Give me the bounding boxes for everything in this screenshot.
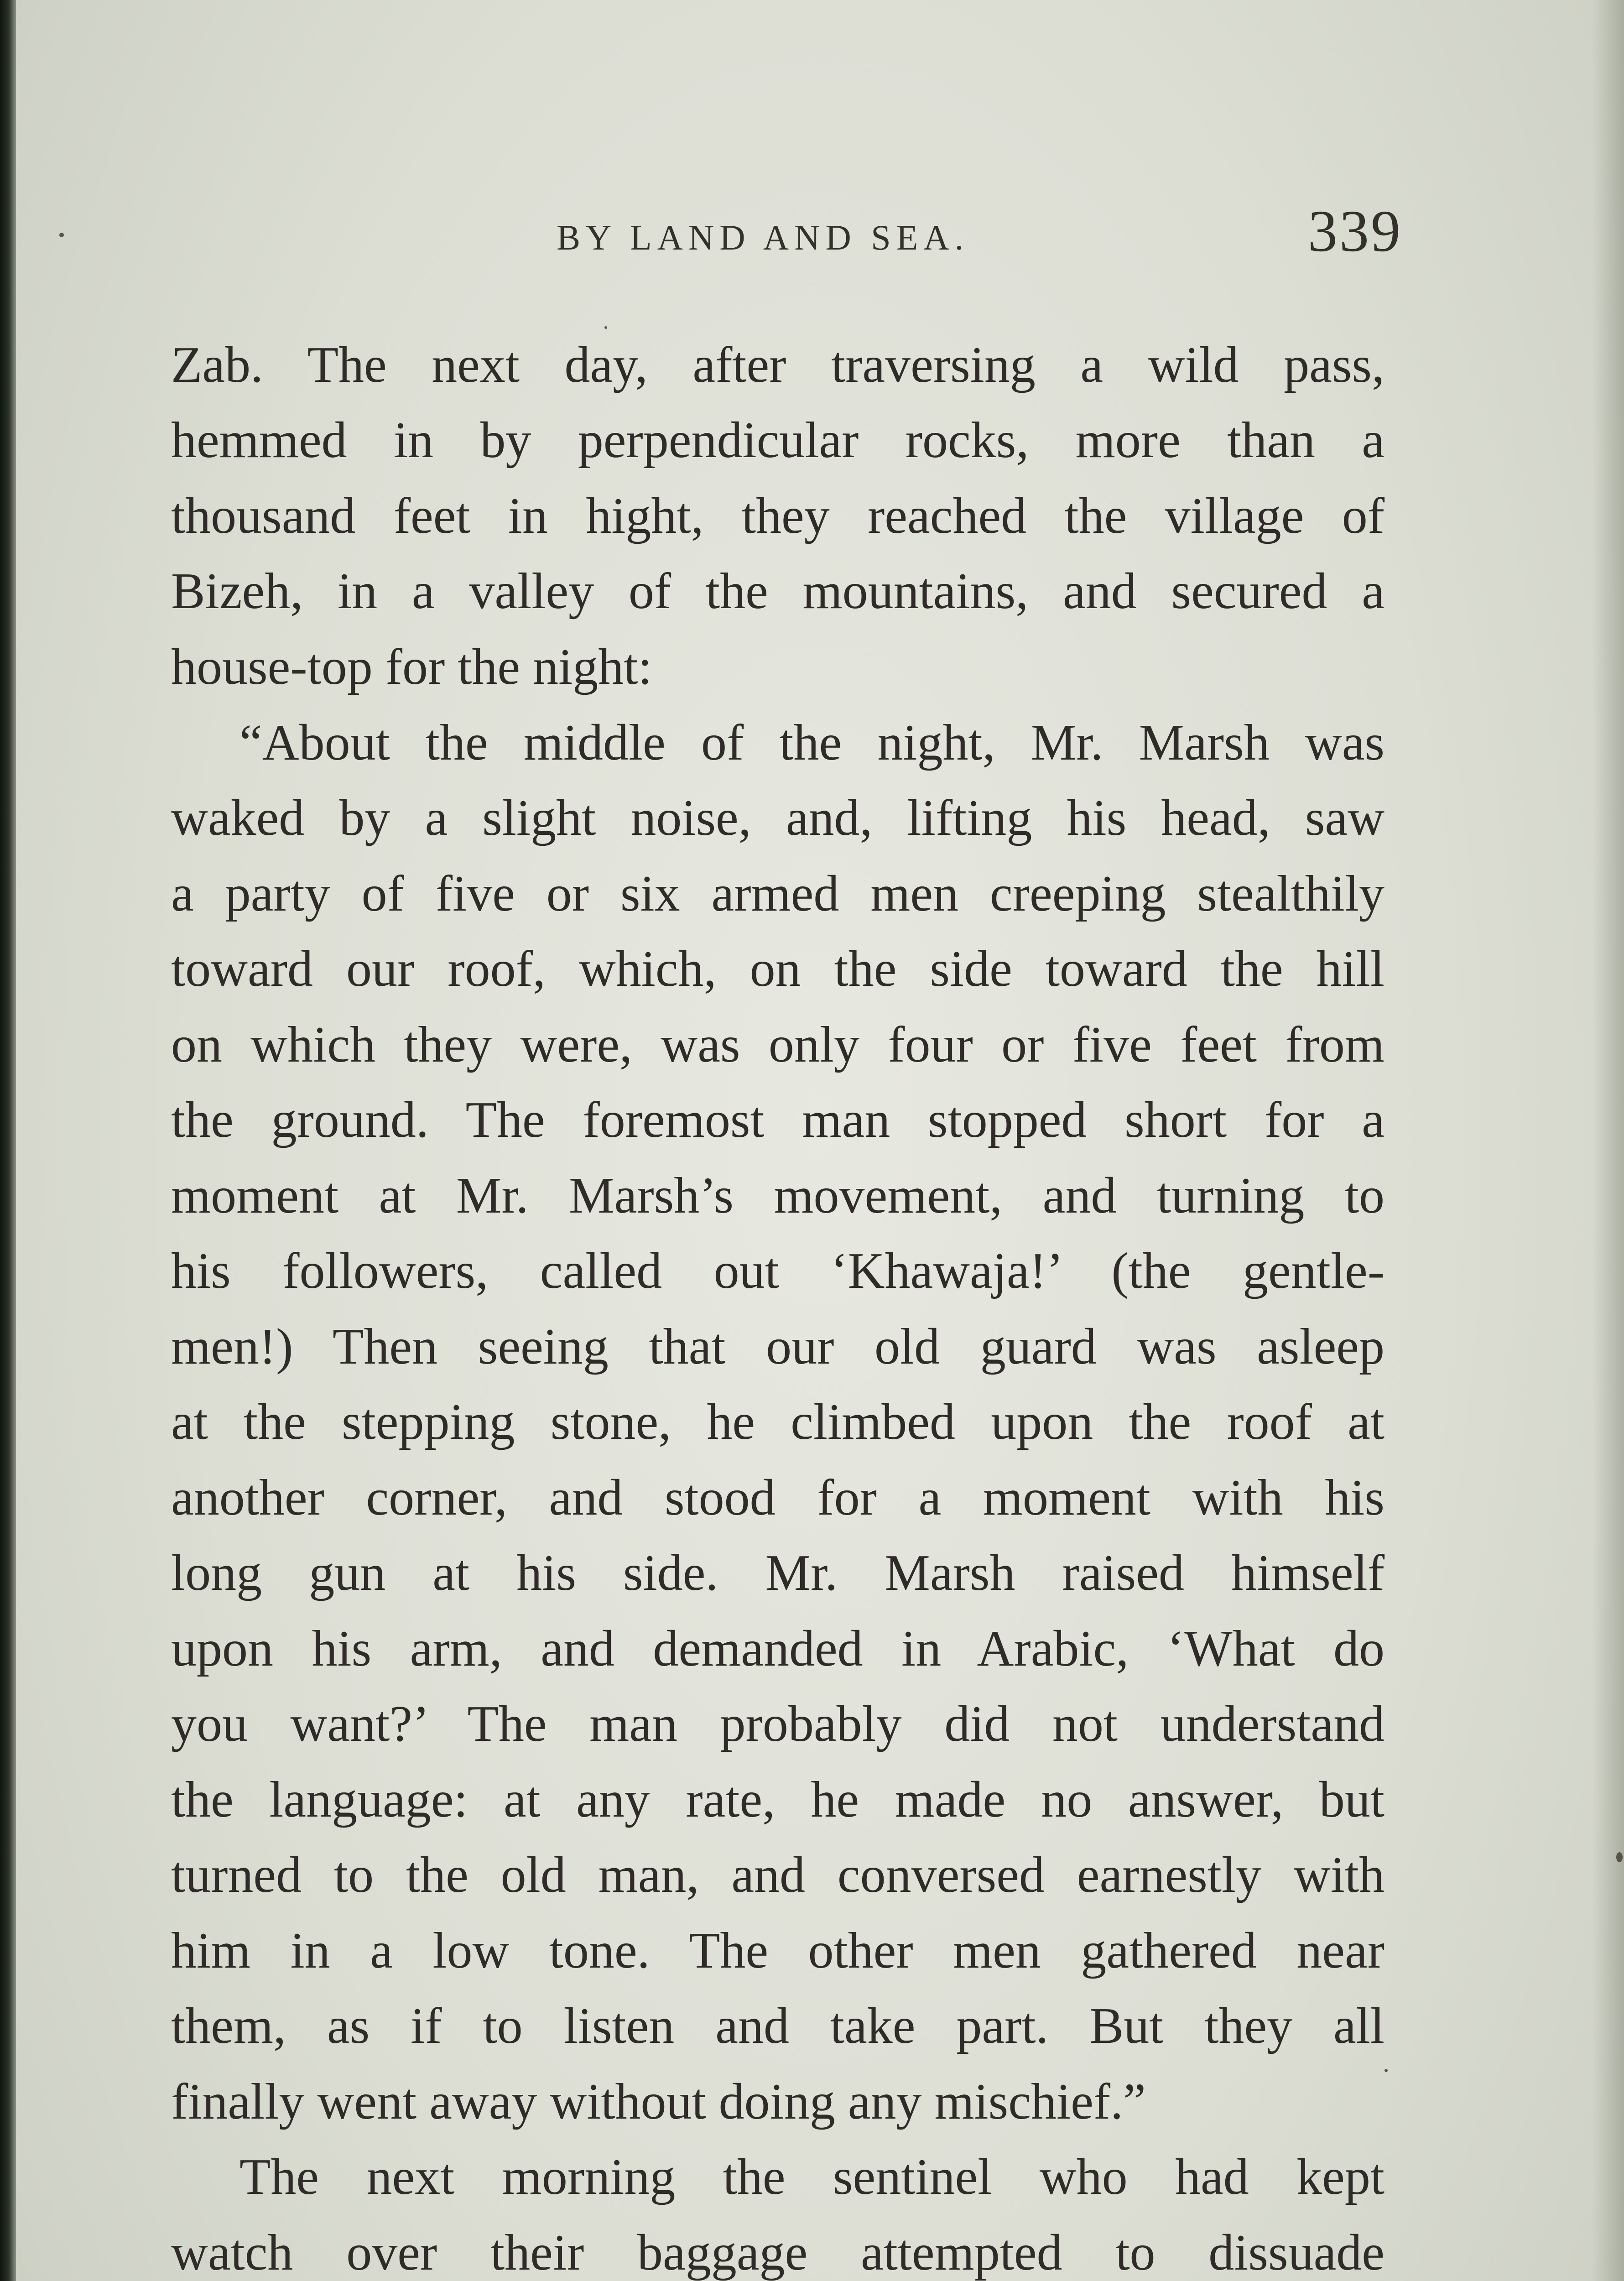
text-line: The next morning the sentinel who had kept (239, 2149, 1385, 2205)
text-line: Zab. The next day, after traversing a wild pass, (171, 337, 1385, 393)
book-spine-edge (0, 0, 16, 2281)
paper-speck (59, 233, 64, 237)
text-line: on which they were, was only four or five feet from (171, 1016, 1385, 1073)
book-page (16, 0, 1624, 2281)
text-line: you want?’ The man probably did not understand (171, 1696, 1385, 1752)
text-line: hemmed in by perpendicular rocks, more than a (171, 412, 1385, 469)
text-line: Bizeh, in a valley of the mountains, and secured a (171, 563, 1385, 620)
text-line: watch over their baggage attempted to dissuade (171, 2224, 1385, 2281)
text-line: the ground. The foremost man stopped short for a (171, 1092, 1385, 1148)
text-line: long gun at his side. Mr. Marsh raised himself (171, 1545, 1385, 1601)
text-line: his followers, called out ‘Khawaja!’ (the gentle- (171, 1243, 1385, 1299)
text-line: at the stepping stone, he climbed upon the roof at (171, 1394, 1385, 1450)
text-line: another corner, and stood for a moment with his (171, 1469, 1385, 1526)
text-line: upon his arm, and demanded in Arabic, ‘What do (171, 1620, 1385, 1677)
text-line: them, as if to listen and take part. But they all (171, 1998, 1385, 2054)
text-line: turned to the old man, and conversed earnestly with (171, 1847, 1385, 1903)
text-line: “About the middle of the night, Mr. Marsh was (239, 714, 1385, 771)
text-line: the language: at any rate, he made no answer, but (171, 1771, 1385, 1828)
paper-speck (1616, 1852, 1623, 1862)
text-line: finally went away without doing any mischief.” (171, 2073, 1146, 2130)
page-number: 339 (1308, 198, 1402, 264)
text-line: thousand feet in hight, they reached the village of (171, 488, 1385, 544)
running-head: BY LAND AND SEA. (557, 218, 969, 257)
text-line: house-top for the night: (171, 639, 652, 695)
paper-speck (1385, 2069, 1388, 2072)
text-line: waked by a slight noise, and, lifting his head, saw (171, 790, 1385, 846)
text-line: him in a low tone. The other men gathered near (171, 1922, 1385, 1979)
text-line: a party of five or six armed men creeping stealthily (171, 865, 1385, 922)
text-line: men!) Then seeing that our old guard was asleep (171, 1318, 1385, 1375)
text-line: moment at Mr. Marsh’s movement, and turning to (171, 1167, 1385, 1224)
paper-speck (604, 326, 607, 329)
page-edge-shadow (1592, 0, 1624, 2281)
text-line: toward our roof, which, on the side toward the hill (171, 941, 1385, 997)
